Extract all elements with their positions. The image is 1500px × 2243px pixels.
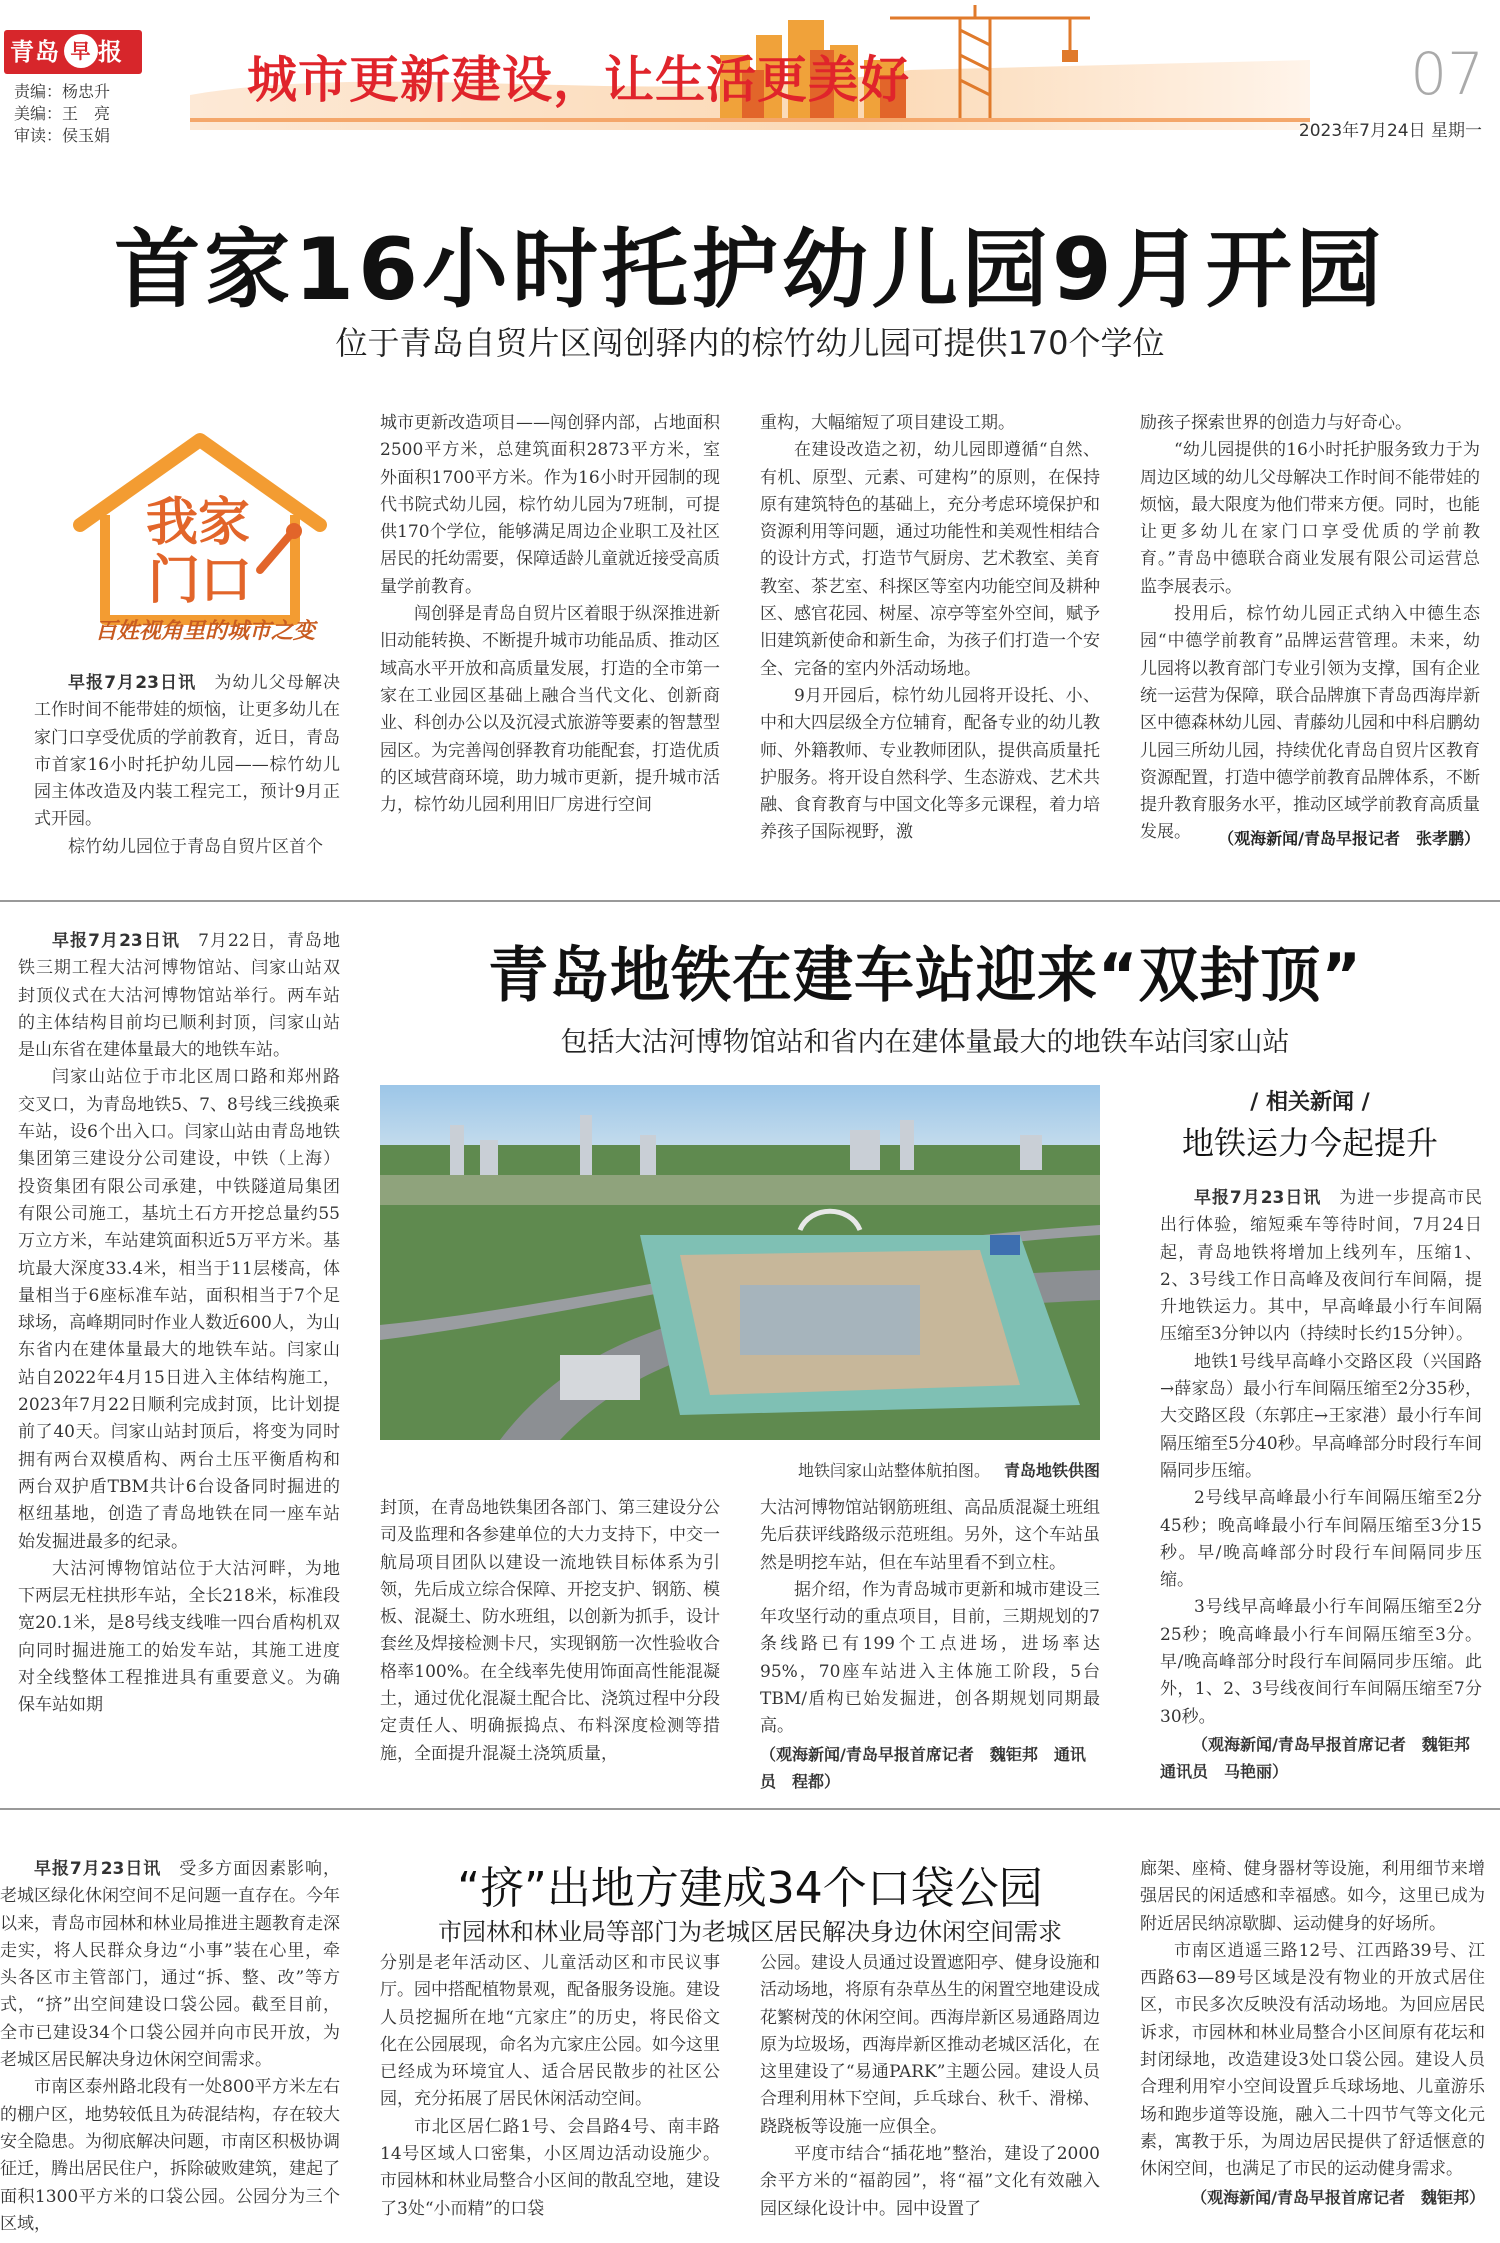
story2-col2-p1: 封顶，在青岛地铁集团各部门、第三建设分公司及监理和各参建单位的大力支持下，中交一航局项目团队以建设一流地铁目标体系为引领，先后成立综合保障、开挖支护、钢筋、模板、混凝土、防水班组，以创新为抓手，设计套丝及焊接检测卡尺，实现钢筋一次性验收合格率100%。在全线率先使用饰面高性能混凝土，通过优化混凝土配合比、浇筑过程中分段定责任人、明确振捣点、布料深度检测等措施，全面提升混凝土浇筑质量， (380, 1498, 720, 1764)
story3-column-4 (1140, 1856, 1485, 2243)
story2-col3-byline: （观海新闻/青岛早报首席记者 魏钜邦 通讯员 程都） (760, 1744, 1086, 1791)
story3-subhead: 市园林和林业局等部门为老城区居民解决身边休闲空间需求 (438, 1918, 1062, 1946)
story1-col3-p3: 9月开园后，棕竹幼儿园将开设托、小、中和大四层级全方位辅育，配备专业的幼儿教师、外籍教师、专业教师团队，提供高质量托护服务。将开设自然科学、生态游戏、艺术共融、食育教育与中国文化等多元课程，着力培养孩子国际视野，激 (760, 685, 1100, 843)
story1-column-1 (34, 670, 341, 857)
story1-column-4 (1140, 410, 1480, 855)
logo-tail: 报 (98, 38, 123, 66)
story2-column-2 (380, 1495, 720, 1785)
story3-col3-p1: 公园。建设人员通过设置遮阳亭、健身设施和活动场地，将原有杂草丛生的闲置空地建设成花繁树茂的休闲空间。西海岸新区易通路周边原为垃圾场，西海岸新区推动老城区活化，在这里建设了“易通PARK”主题公园。建设人员合理利用林下空间，乒乓球台、秋千、滑梯、跷跷板等设施一应俱全。 (760, 1953, 1100, 2137)
story1-col2-p1: 城市更新改造项目——闯创驿内部，占地面积2500平方米，总建筑面积2873平方米，室外面积1700平方米。作为16小时开园制的现代书院式幼儿园，棕竹幼儿园为7班制，可提供170个学位，能够满足周边企业职工及社区居民的托幼需要，保障适龄儿童就近接受高质量学前教育。 (380, 413, 720, 597)
logo-text: 青岛 (10, 38, 60, 66)
metro-station-aerial-photo (380, 1085, 1100, 1440)
newspaper-logo (4, 30, 142, 74)
column-logo-line2: 门口 (147, 551, 253, 611)
related-byline: （观海新闻/青岛早报首席记者 魏钜邦 通讯员 马艳丽） (1160, 1734, 1486, 1782)
story3-col2-p2: 市北区居仁路1号、会昌路4号、南丰路14号区域人口密集，小区周边活动设施少。市园林和林业局整合小区间的散乱空地，建设了3处“小而精”的口袋 (380, 2116, 720, 2219)
story3-column-2 (380, 1950, 720, 2243)
logo-mark: 早 (64, 34, 98, 68)
story3-col4-p1: 廊架、座椅、健身器材等设施，利用细节来增强居民的闲适感和幸福感。如今，这里已成为附近居民纳凉歇脚、运动健身的好场所。 (1140, 1859, 1485, 1934)
story3-dateline: 早报7月23日讯 (34, 1859, 162, 1879)
related-p1: 为进一步提高市民出行体验，缩短乘车等待时间，7月24日起，青岛地铁将增加上线列车，压缩1、2、3号线工作日高峰及夜间行车间隔，提升地铁运力。其中，早高峰最小行车间隔压缩至3分钟以内（持续时长约15分钟）。 (1160, 1188, 1483, 1345)
story3-col1-p2: 市南区泰州路北段有一处800平方米左右的棚户区，地势较低且为砖混结构，存在较大安全隐患。为彻底解决问题，市南区积极协调征迁，腾出居民住户，拆除破败建筑，建起了面积1300平方米的口袋公园。公园分为三个区域， (0, 2077, 340, 2234)
story2-col1-p3: 大沽河博物馆站位于大沽河畔，为地下两层无柱拱形车站，全长218米，标准段宽20.1米，是8号线支线唯一四台盾构机双向同时掘进施工的始发车站，其施工进度对全线整体工程推进具有重要意义。为确保车站如期 (18, 1558, 340, 1716)
related-news-title: 地铁运力今起提升 (1181, 1124, 1438, 1162)
story1-column-2 (380, 410, 720, 855)
column-logo-line1: 我家 (145, 493, 251, 553)
story2-subhead: 包括大沽河博物馆站和省内在建体量最大的地铁车站闫家山站 (560, 1027, 1290, 1058)
story1-col3-p2: 在建设改造之初，幼儿园即遵循“自然、有机、原型、元素、可建构”的原则，在保持原有建筑特色的基础上，充分考虑环境保护和资源利用等问题，通过功能性和美观性相结合的设计方式，打造节气厨房、艺术教室、美育教室、茶艺室、科探区等室内功能空间及耕种区、感官花园、树屋、凉亭等室外空间，赋予旧建筑新使命和新生命，为孩子们打造一个安全、完备的室内外活动场地。 (760, 440, 1100, 679)
story2-dateline: 早报7月23日讯 (52, 931, 180, 951)
story1-byline: （观海新闻/青岛早报记者 张孝鹏） (1218, 829, 1480, 848)
story1-col1-text: 为幼儿父母解决工作时间不能带娃的烦恼，让更多幼儿在家门口享受优质的学前教育，近日，青岛市首家16小时托护幼儿园——棕竹幼儿园主体改造及内装工程完工，预计9月正式开园。 (34, 673, 341, 830)
photo-caption-text: 地铁闫家山站整体航拍图。 (797, 1461, 990, 1480)
story3-col2-p1: 分别是老年活动区、儿童活动区和市民议事厅。园中搭配植物景观，配备服务设施。建设人员挖掘所在地“亢家庄”的历史，将民俗文化在公园展现，命名为亢家庄公园。如今这里已经成为环境宜人、适合居民散步的社区公园，充分拓展了居民休闲活动空间。 (380, 1953, 720, 2110)
story3-col1-p1: 受多方面因素影响，老城区绿化休闲空间不足问题一直存在。今年以来，青岛市园林和林业局推进主题教育走深走实，将人民群众身边“小事”装在心里，牵头各区市主管部门，通过“拆、整、改”等方式，“挤”出空间建设口袋公园。截至目前，全市已建设34个口袋公园并向市民开放，为老城区居民解决身边休闲空间需求。 (0, 1859, 340, 2071)
story2-headline: 青岛地铁在建车站迎来“双封顶” (488, 941, 1362, 1011)
story3-col4-p2: 市南区逍遥三路12号、江西路39号、江西路63—89号区域是没有物业的开放式居住区，市民多次反映没有活动场地。为回应居民诉求，市园林和林业局整合小区间原有花坛和封闭绿地，改造建设3处口袋公园。建设人员合理利用窄小空间设置乒乓球场地、儿童游乐场和跑步道等设施，融入二十四节气等文化元素，寓教于乐，为周边居民提供了舒适惬意的休闲空间，也满足了市民的运动健身需求。 (1140, 1940, 1485, 2180)
issue-date: 2023年7月24日 星期一 (1298, 121, 1482, 141)
story1-column-3 (760, 410, 1100, 855)
story1-col4-p2: “幼儿园提供的16小时托护服务致力于为周边区域的幼儿父母解决工作时间不能带娃的烦恼，最大限度为他们带来方便。同时，也能让更多幼儿在家门口享受优质的学前教育。”青岛中德联合商业发展有限公司运营总监李展表示。 (1140, 440, 1480, 597)
story3-col4-byline: （观海新闻/青岛早报首席记者 魏钜邦） (1191, 2187, 1485, 2207)
related-dateline: 早报7月23日讯 (1194, 1188, 1322, 1208)
story2-column-3 (760, 1495, 1100, 1791)
story3-headline: “挤”出地方建成34个口袋公园 (457, 1863, 1043, 1914)
story1-col3-p1: 重构，大幅缩短了项目建设工期。 (760, 413, 1015, 433)
story1-dateline: 早报7月23日讯 (68, 673, 197, 693)
story1-col4-p3: 投用后，棕竹幼儿园正式纳入中德生态园“中德学前教育”品牌运营管理。未来，幼儿园将以教育部门专业引领为支撑，国有企业统一运营为保障，联合品牌旗下青岛西海岸新区中德森林幼儿园、青藤幼儿园和中科启鹏幼儿园三所幼儿园，持续优化青岛自贸片区教育资源配置，打造中德学前教育品牌体系，不断提升教育服务水平，推动区域学前教育高质量发展。 (1140, 604, 1480, 843)
photo-credit: 青岛地铁供图 (1003, 1461, 1100, 1480)
column-slogan: 百姓视角里的城市之变 (94, 619, 315, 644)
story2-col3-p1: 大沽河博物馆站钢筋班组、高品质混凝土班组先后获评线路级示范班组。另外，这个车站虽然是明挖车站，但在车站里看不到立柱。 (760, 1498, 1100, 1573)
related-p2: 地铁1号线早高峰小交路区段（兴国路→薛家岛）最小行车间隔压缩至2分35秒，大交路区段（东郭庄→王家港）最小行车间隔压缩至5分40秒。早高峰部分时段行车间隔同步压缩。 (1160, 1351, 1482, 1481)
story2-col1-p1: 7月22日，青岛地铁三期工程大沽河博物馆站、闫家山站双封顶仪式在大沽河博物馆站举行。两车站的主体结构目前均已顺利封顶，闫家山站是山东省在建体量最大的地铁车站。 (18, 931, 340, 1061)
story1-subhead: 位于青岛自贸片区闯创驿内的棕竹幼儿园可提供170个学位 (335, 324, 1165, 362)
credit-proofreader: 审读：侯玉娟 (14, 126, 111, 145)
related-news-body (1160, 1185, 1486, 1785)
story2-col3-p2: 据介绍，作为青岛城市更新和城市建设三年攻坚行动的重点项目，目前，三期规划的7条线路已有199个工点进场，进场率达95%，70座车站进入主体施工阶段，5台TBM/盾构已始发掘进，创各期规划同期最高。 (760, 1579, 1100, 1737)
story2-column-1 (18, 928, 340, 1788)
photo-caption (380, 1458, 1100, 1481)
story3-column-1 (0, 1856, 340, 2243)
credit-editor: 责编：杨忠升 (14, 82, 111, 101)
credit-designer: 美编：王 亮 (14, 104, 111, 123)
banner-title: 城市更新建设，让生活更美好 (247, 50, 910, 109)
related-p4: 3号线早高峰最小行车间隔压缩至2分25秒；晚高峰最小行车间隔压缩至3分。早/晚高峰部分时段行车间隔同步压缩。此外，1、2、3号线夜间行车间隔压缩至7分30秒。 (1160, 1597, 1482, 1727)
story1-headline: 首家16小时托护幼儿园9月开园 (114, 220, 1386, 320)
story2-col1-p2: 闫家山站位于市北区周口路和郑州路交叉口，为青岛地铁5、7、8号线三线换乘车站，设6个出入口。闫家山站由青岛地铁集团第三建设分公司建设，中铁（上海）投资集团有限公司承建，中铁隧道局集团有限公司施工，基坑土石方开挖总量约55万立方米，车站建筑面积近5万平方米。基坑最大深度33.4米，相当于11层楼高，体量相当于6座标准车站，面积相当于7个足球场，高峰期同时作业人数近600人，为山东省内在建体量最大的地铁车站。闫家山站自2022年4月15日进入主体结构施工，2023年7月22日顺利完成封顶，比计划提前了40天。闫家山站封顶后，将变为同时拥有两台双模盾构、两台土压平衡盾构和两台双护盾TBM共计6台设备同时掘进的枢纽基地，创造了青岛地铁在同一座车站始发掘进最多的纪录。 (18, 1067, 340, 1552)
story1-col1-text2: 棕竹幼儿园位于青岛自贸片区首个 (68, 836, 323, 857)
story1-col4-p1: 励孩子探索世界的创造力与好奇心。 (1140, 413, 1412, 433)
story3-col3-p2: 平度市结合“插花地”整治，建设了2000余平方米的“福韵园”，将“福”文化有效融入园区绿化设计中。园中设置了 (760, 2144, 1100, 2219)
related-p3: 2号线早高峰最小行车间隔压缩至2分45秒；晚高峰最小行车间隔压缩至3分15秒。早/晚高峰部分时段行车间隔同步压缩。 (1160, 1488, 1482, 1591)
related-news-kicker: / 相关新闻 / (1250, 1090, 1370, 1115)
page-number: 07 (1410, 40, 1484, 108)
story3-column-3 (760, 1950, 1100, 2243)
story1-col2-p2: 闯创驿是青岛自贸片区着眼于纵深推进新旧动能转换、不断提升城市功能品质、推动区域高水平开放和高质量发展，打造的全市第一家在工业园区基础上融合当代文化、创新商业、科创办公以及沉浸式旅游等要素的智慧型园区。为完善闯创驿教育功能配套，打造优质的区域营商环境，助力城市更新，提升城市活力，棕竹幼儿园利用旧厂房进行空间 (380, 604, 720, 816)
